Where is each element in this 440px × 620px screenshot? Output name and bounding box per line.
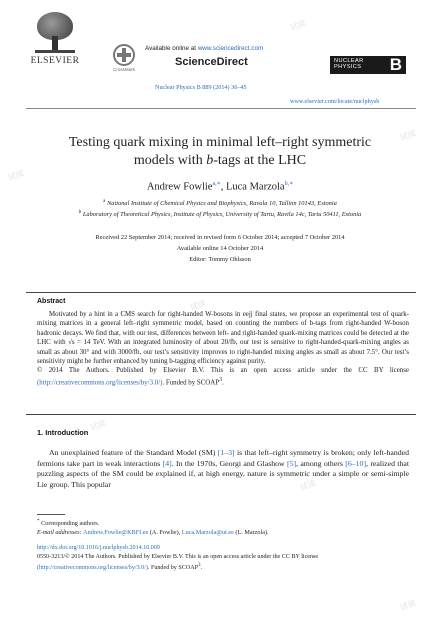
article-dates xyxy=(30,233,410,265)
introduction-paragraph: An unexplained feature of the Standard Model (SM) [1–3] is that left–right symmetry is broken; only left-handed fermions take part in weak interactions [4]. In the 1970s, Georgi and Glashow [5], among others [6–10], realized that puzzling aspects of the SM could be explained if, at high energy, nature is symmetric under a simple or semi-simple Lie group. This popular xyxy=(37,448,409,489)
sciencedirect-link[interactable]: www.sciencedirect.com xyxy=(197,45,264,52)
watermark: 试读 xyxy=(399,128,417,143)
citation-link[interactable]: [4] xyxy=(162,458,172,468)
watermark: 试读 xyxy=(299,478,317,493)
affiliation-b: $^b$ Laboratory of Theoretical Physics, Institute of Physics, University of Tartu, Ravila 14c, Tartu 50411, Estonia xyxy=(78,209,362,218)
header-divider xyxy=(26,108,416,109)
crossmark-badge[interactable] xyxy=(106,44,142,72)
available-date: Available online 14 October 2014 xyxy=(176,244,264,252)
author-name: Andrew Fowlie xyxy=(146,181,213,193)
abstract-paragraph: Motivated by a hint in a CMS search for right-handed W-bosons in eejj final states, we propose an experimental test of quark-mixing matrices in a general left–right symmetric model, based on counting the numbers of b-tags from right-handed W-boson hadronic decays. We find that, with our test, differences between left- and right-handed quark-mixing matrices could be detected at the LHC with √s = 14 TeV. With an integrated luminosity of about 20/fb, our test is sensitive to right-handed-quark-mixing angles as small as about 30° and with 3000/fb, our test’s sensitivity improves to right-handed mixing angles as small as about 7.5°. Our test’s sensitivity might be further enhanced by tuning b-tagging efficiency against purity. xyxy=(37,311,409,366)
affiliation-a: $^a$ National Institute of Chemical Physics and Biophysics, Ravala 10, Tallinn 10143, Estonia xyxy=(103,199,337,208)
license-link[interactable]: (http://creativecommons.org/licenses/by/3.0/) xyxy=(37,379,163,387)
elsevier-logo xyxy=(24,12,86,66)
publisher-name: ELSEVIER xyxy=(30,56,80,66)
elsevier-tree-icon xyxy=(33,12,77,54)
citation-link[interactable]: [1–3] xyxy=(217,448,235,457)
copyright-line: 0550-3213/© 2014 The Authors. Published by Elsevier B.V. This is an open access article under the CC BY license xyxy=(37,553,319,560)
author-marks[interactable]: b,∗ xyxy=(284,181,294,187)
citation-link[interactable]: [5] xyxy=(286,458,297,468)
author-name: Luca Marzola xyxy=(225,181,285,193)
license-link[interactable]: (http://creativecommons.org/licenses/by/3.0/) xyxy=(37,565,148,572)
citation-link[interactable]: [6–10] xyxy=(345,458,367,468)
email-note: E-mail addresses: Andrew.Fowlie@KBFI.ee (A. Fowlie), Luca.Marzola@ut.ee (L. Marzola). xyxy=(37,528,269,536)
received-dates: Received 22 September 2014; received in revised form 6 October 2014; accepted 7 October 2014 xyxy=(95,234,345,241)
watermark: 试读 xyxy=(189,298,207,313)
article-title: Testing quark mixing in minimal left–right symmetric models with b-tags at the LHC xyxy=(68,135,372,168)
affiliations xyxy=(30,198,410,219)
watermark: 试读 xyxy=(289,18,307,33)
email-link[interactable]: Luca.Marzola@ut.ee xyxy=(181,528,234,536)
corresponding-note: * Corresponding authors. xyxy=(37,518,100,528)
watermark: 试读 xyxy=(7,168,25,183)
abstract-heading: Abstract xyxy=(37,298,66,305)
doi-block xyxy=(37,544,409,573)
footnotes xyxy=(37,517,409,537)
crossmark-label: CrossMark xyxy=(113,67,135,72)
abstract-body xyxy=(37,310,409,388)
author-list: Andrew Fowlie$^{a,∗}$, Luca Marzola$^{b,∗}$ xyxy=(146,181,294,193)
available-online: Available online at www.sciencedirect.com xyxy=(145,45,264,52)
footnote-divider xyxy=(37,514,65,515)
watermark: 试读 xyxy=(399,598,417,613)
crossmark-icon xyxy=(113,44,135,66)
author-marks[interactable]: a,∗ xyxy=(212,181,221,187)
license-line: (http://creativecommons.org/licenses/by/3.0/). Funded by SCOAP$^3$. xyxy=(37,562,203,572)
abstract-top-divider xyxy=(26,292,416,293)
abstract-bottom-divider xyxy=(26,414,416,415)
platform-name: ScienceDirect xyxy=(175,56,248,68)
doi-link[interactable]: http://dx.doi.org/10.1016/j.nuclphysb.2014.10.009 xyxy=(37,545,160,551)
editor: Editor: Tommy Ohlsson xyxy=(189,255,251,263)
journal-citation-link[interactable]: Nuclear Physics B 889 (2014) 36–45 xyxy=(155,84,247,91)
abstract-license: © 2014 The Authors. Published by Elsevier B.V. This is an open access article under the CC BY license (http://creativecommons.org/licenses/by/3.0/). Funded by SCOAP$^3$. xyxy=(37,367,409,387)
journal-homepage-link[interactable]: www.elsevier.com/locate/nuclphysb xyxy=(290,98,380,105)
section-heading-introduction: 1. Introduction xyxy=(37,428,89,437)
email-link[interactable]: Andrew.Fowlie@KBFI.ee xyxy=(83,528,149,536)
watermark: 试读 xyxy=(89,418,107,433)
journal-logo: NUCLEAR PHYSICS B xyxy=(330,56,406,74)
